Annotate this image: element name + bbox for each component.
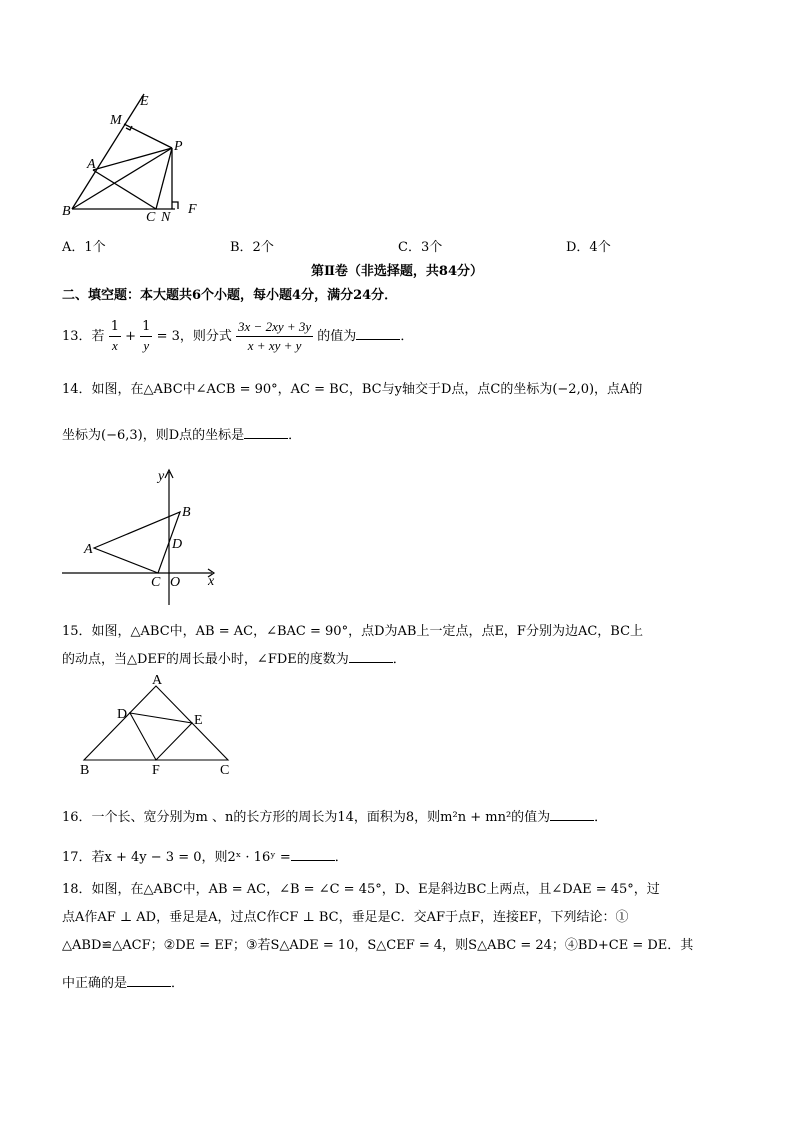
- label-b: B: [80, 763, 90, 778]
- q12-option-d: D．4个: [566, 240, 611, 255]
- right-angle-n: [172, 202, 178, 209]
- question-17: 17．若x + 4y − 3 = 0，则2ˣ · 16ʸ = ．: [62, 846, 742, 868]
- question-14-line1: 14．如图，在△ABC中∠ACB = 90°，AC = BC，BC与y轴交于D点，点C的坐标为(−2,0)，点A的: [62, 382, 643, 397]
- figure-q14: [62, 462, 232, 608]
- label-d: D: [117, 707, 128, 722]
- line-ac: [93, 170, 156, 209]
- label-c: C: [151, 575, 161, 590]
- line-cp: [156, 148, 172, 209]
- question-18-line3: △ABD≌△ACF；②DE = EF；③若S△ADE = 10，S△CEF = 4，则S△ABC = 24；④BD+CE = DE．其: [62, 938, 694, 953]
- label-d: D: [172, 537, 183, 552]
- label-b: B: [182, 505, 191, 520]
- label-x: x: [208, 574, 215, 589]
- figure-q12: [60, 88, 210, 228]
- q13-cond-frac-x: $\frac{1}{x}$: [110, 319, 119, 353]
- part2-heading: 二、填空题：本大题共6个小题，每小题4分，满分24分．: [62, 288, 398, 303]
- triangle-abc: [94, 512, 183, 573]
- triangle-abc: [84, 686, 228, 760]
- line-be: [72, 94, 144, 209]
- triangle-def: [130, 713, 192, 760]
- section-title: 第Ⅱ卷（非选择题，共84分）: [310, 264, 484, 279]
- label-c: C: [220, 763, 230, 778]
- label-f: F: [152, 763, 160, 778]
- label-a: A: [84, 542, 93, 557]
- question-18-line4: 中正确的是 ．: [62, 972, 742, 994]
- q12-option-b: B．2个: [230, 240, 274, 255]
- q18-answer-blank[interactable]: [127, 972, 171, 987]
- question-18-line2: 点A作AF ⊥ AD，垂足是A，过点C作CF ⊥ BC，垂足是C．交AF于点F，连接EF，下列结论：①: [62, 910, 629, 925]
- figure-q15: [76, 672, 240, 782]
- label-p: P: [174, 139, 183, 154]
- line-ap: [93, 148, 172, 170]
- q17-answer-blank[interactable]: [291, 846, 335, 861]
- label-y: y: [158, 469, 165, 484]
- question-18-line1: 18．如图，在△ABC中，AB = AC，∠B = ∠C = 45°，D、E是斜边BC上两点，且∠DAE = 45°，过: [62, 882, 660, 897]
- label-f: F: [188, 202, 197, 217]
- label-a: A: [87, 157, 96, 172]
- label-m: M: [110, 113, 122, 128]
- label-a: A: [152, 673, 163, 688]
- label-n: N: [161, 210, 171, 225]
- q12-option-a: A．1个: [62, 240, 106, 255]
- question-15-line2: 的动点，当△DEF的周长最小时，∠FDE的度数为 ．: [62, 648, 742, 670]
- q13-cond-frac-y: $\frac{1}{y}$: [142, 319, 151, 353]
- question-16: 16．一个长、宽分别为m 、n的长方形的周长为14，面积为8，则m²n + mn²的值为 ．: [62, 806, 742, 828]
- q13-answer-blank[interactable]: [356, 325, 400, 340]
- label-e: E: [194, 713, 203, 728]
- q12-option-c: C．3个: [398, 240, 443, 255]
- label-e: E: [140, 94, 149, 109]
- q16-answer-blank[interactable]: [550, 806, 594, 821]
- q15-answer-blank[interactable]: [349, 648, 393, 663]
- q14-answer-blank[interactable]: [244, 424, 288, 439]
- label-c: C: [146, 210, 156, 225]
- label-b: B: [62, 204, 71, 219]
- q13-fraction: $\frac{3x - 2xy + 3y}{x + xy + y}$: [238, 319, 312, 353]
- label-o: O: [170, 575, 181, 590]
- question-13: 13．若 $\frac{1}{x}$ + $\frac{1}{y}$ = 3，则分式 $\frac{3x - 2xy + 3y}{x + xy + y}$ 的值为 ．: [62, 319, 414, 353]
- question-15-line1: 15．如图，△ABC中，AB = AC，∠BAC = 90°，点D为AB上一定点，点E，F分别为边AC，BC上: [62, 624, 644, 639]
- question-14-line2: 坐标为(−6,3)，则D点的坐标是 ．: [62, 424, 742, 446]
